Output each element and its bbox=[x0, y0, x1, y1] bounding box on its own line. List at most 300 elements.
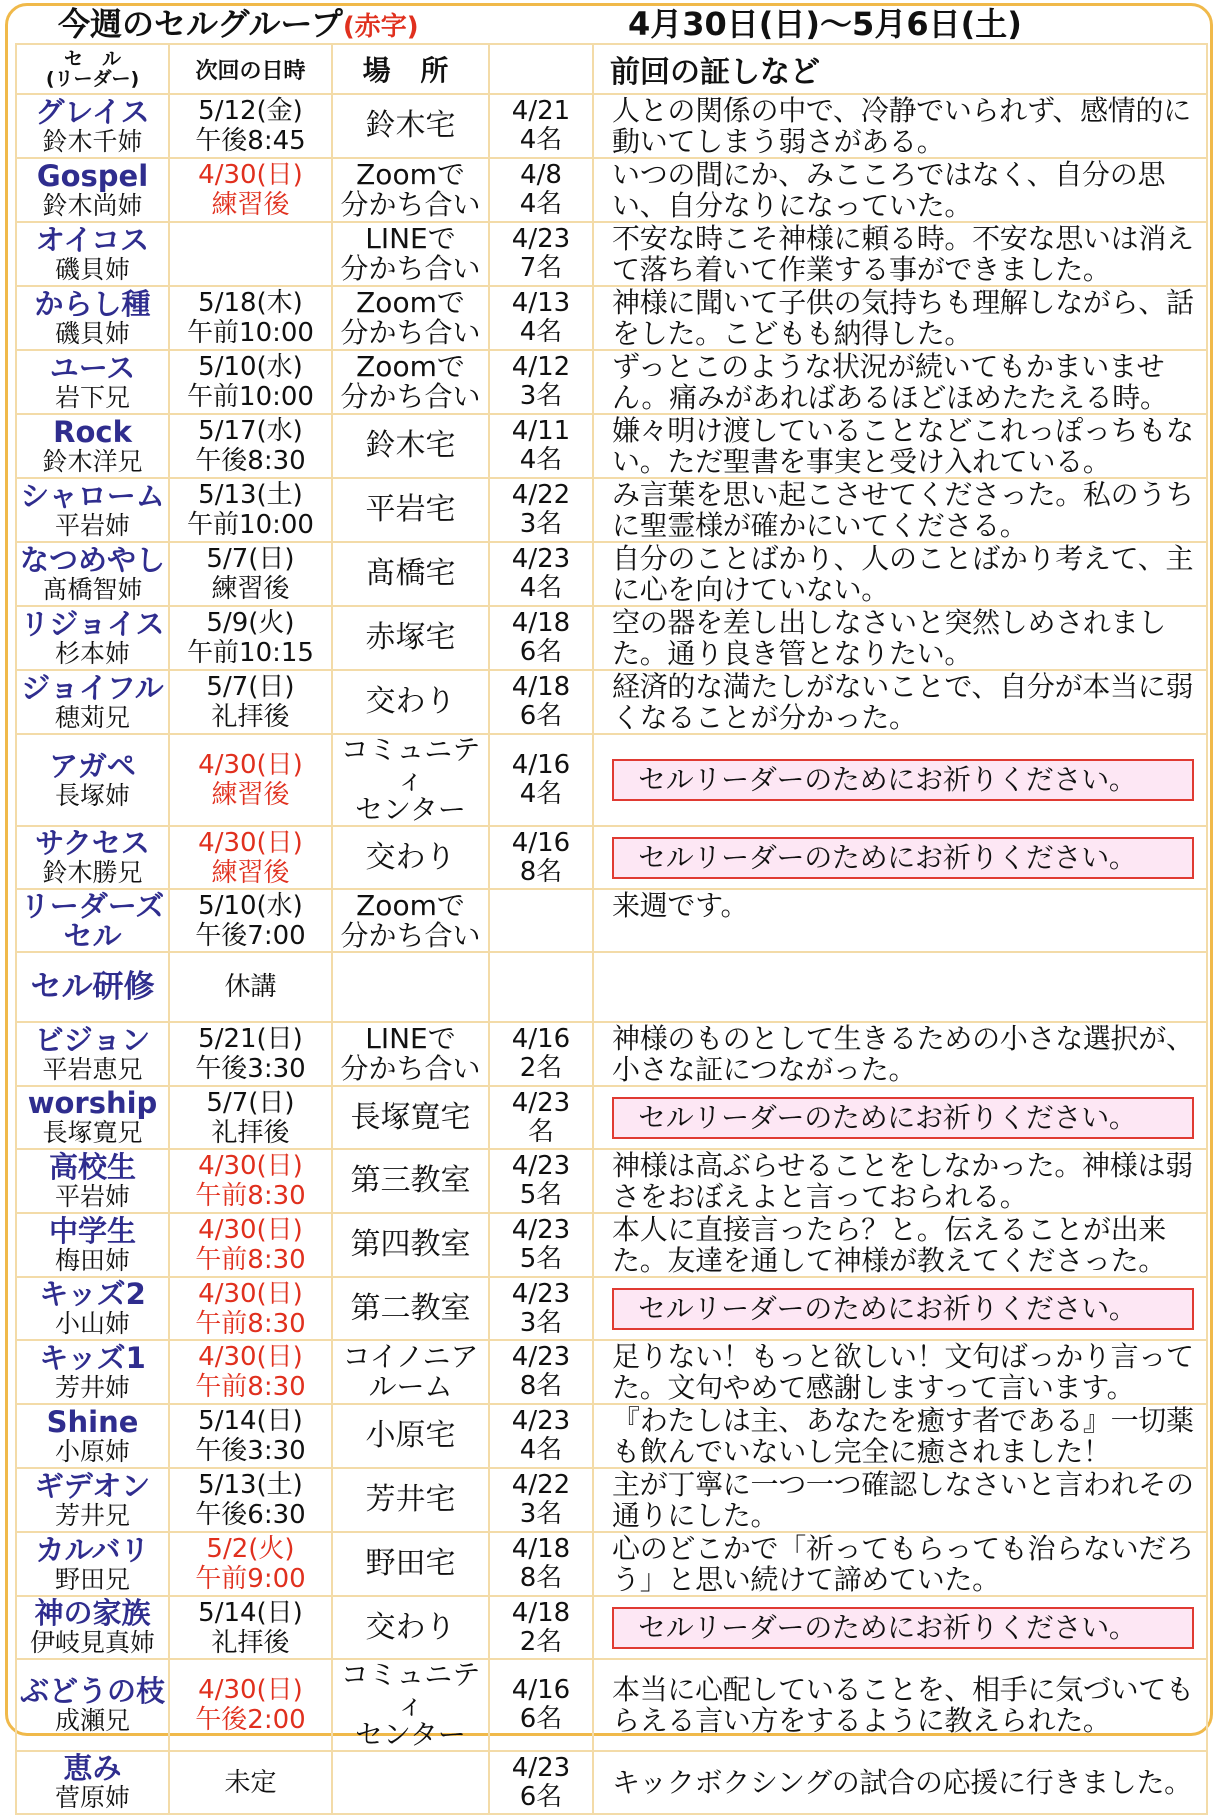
next-date-cell bbox=[169, 158, 332, 222]
next-time: 練習後 bbox=[211, 857, 290, 888]
last-meeting-date: 4/23 bbox=[511, 544, 571, 574]
place-line1: 鈴木宅 bbox=[365, 108, 456, 143]
place-cell bbox=[332, 1340, 489, 1404]
cell-name-cell bbox=[16, 1213, 169, 1277]
testimony-text: 来週です。 bbox=[612, 889, 749, 922]
last-meeting-date: 4/16 bbox=[511, 1675, 571, 1705]
testimony-text: 経済的な満たしがないことで、自分が本当に弱くなることが分かった。 bbox=[612, 670, 1194, 734]
last-meeting-date: 4/22 bbox=[511, 1470, 571, 1500]
next-time: 午前8:30 bbox=[195, 1245, 306, 1275]
next-date: 4/30(日) bbox=[198, 1215, 303, 1245]
attendance-count: 5名 bbox=[519, 1244, 563, 1274]
place-line1: 交わり bbox=[365, 839, 456, 875]
place-line2: 分かち合い bbox=[340, 316, 481, 349]
place-line2: 分かち合い bbox=[340, 380, 481, 413]
place-line1: Zoomで bbox=[356, 286, 465, 319]
last-meeting-date: 4/23 bbox=[511, 1215, 571, 1245]
next-date: 4/30(日) bbox=[198, 1278, 303, 1309]
attendance-count: 6名 bbox=[519, 1704, 563, 1734]
cell-name: リーダーズ bbox=[20, 888, 165, 923]
next-date-cell bbox=[169, 1277, 332, 1340]
table-row bbox=[16, 1277, 1207, 1340]
next-date-cell bbox=[169, 1149, 332, 1213]
attendance-cell bbox=[489, 1277, 593, 1340]
cell-name-cell bbox=[16, 222, 169, 286]
cell-name: worship bbox=[27, 1086, 158, 1120]
cell-leader: 磯貝姉 bbox=[54, 254, 130, 284]
cell-name-cell bbox=[16, 1022, 169, 1086]
attendance-count: 8名 bbox=[519, 856, 563, 887]
attendance-cell bbox=[489, 734, 593, 826]
table-row bbox=[16, 1340, 1207, 1404]
place-line1: コイノニア bbox=[342, 1340, 479, 1373]
table-row bbox=[16, 1213, 1207, 1277]
place-line1: 長塚寛宅 bbox=[350, 1099, 471, 1135]
cell-leader: 髙橋智姉 bbox=[42, 574, 143, 604]
place-line1: 髙橋宅 bbox=[365, 556, 456, 591]
cell-leader: 平岩姉 bbox=[54, 510, 130, 540]
attendance-cell bbox=[489, 1532, 593, 1596]
cell-name: シャローム bbox=[20, 478, 165, 513]
notes-cell bbox=[593, 222, 1207, 286]
table-row bbox=[16, 222, 1207, 286]
cell-leader: 芳井兄 bbox=[54, 1500, 130, 1530]
place-line1: 第三教室 bbox=[350, 1163, 471, 1198]
table-row bbox=[16, 1022, 1207, 1086]
next-date: 4/30(日) bbox=[198, 160, 303, 190]
place-line1: 交わり bbox=[365, 1609, 456, 1645]
schedule-sheet bbox=[5, 3, 1213, 1812]
testimony-text: 主が丁寧に一つ一つ確認しなさいと言われその通りにした。 bbox=[612, 1468, 1194, 1532]
cell-name-cell bbox=[16, 826, 169, 889]
table-row bbox=[16, 286, 1207, 350]
cell-name: Gospel bbox=[36, 158, 149, 193]
attendance-count: 4名 bbox=[519, 445, 563, 475]
table-row bbox=[16, 350, 1207, 414]
table-header-row bbox=[16, 44, 1207, 94]
notes-cell bbox=[593, 889, 1207, 952]
place-cell bbox=[332, 350, 489, 414]
next-time: 午前8:30 bbox=[195, 1181, 306, 1211]
cell-name: なつめやし bbox=[19, 542, 165, 577]
title-text: 今週のセルグループ bbox=[58, 5, 343, 43]
table-row bbox=[16, 1751, 1207, 1814]
place-cell bbox=[332, 1404, 489, 1468]
cell-leader: 小原姉 bbox=[54, 1436, 130, 1466]
last-meeting-date: 4/16 bbox=[511, 827, 571, 858]
prayer-request-box: セルリーダーのためにお祈りください。 bbox=[612, 1607, 1194, 1649]
place-line1: コミュニティ bbox=[340, 1658, 481, 1721]
testimony-text: 心のどこかで「祈ってもらっても治らないだろう」と思い続けて諦めていた。 bbox=[612, 1532, 1194, 1596]
last-meeting-date: 4/23 bbox=[511, 1752, 571, 1783]
notes-cell bbox=[593, 1277, 1207, 1340]
place-cell bbox=[332, 542, 489, 606]
place-cell bbox=[332, 286, 489, 350]
testimony-text: 『わたしは主、あなたを癒す者である』一切薬も飲んでいないし完全に癒されました！ bbox=[612, 1404, 1194, 1468]
cell-name: ユース bbox=[49, 350, 136, 385]
attendance-cell bbox=[489, 606, 593, 670]
testimony-text: 嫌々明け渡していることなどこれっぽっちもない。ただ聖書を事実と受け入れている。 bbox=[612, 414, 1194, 478]
place-cell bbox=[332, 889, 489, 952]
next-date-cell bbox=[169, 1022, 332, 1086]
notes-cell bbox=[593, 1404, 1207, 1468]
last-meeting-date: 4/16 bbox=[511, 750, 571, 780]
cell-leader: 鈴木千姉 bbox=[42, 126, 143, 156]
cell-name-cell bbox=[16, 606, 169, 670]
place-cell bbox=[332, 1213, 489, 1277]
testimony-text: 神様に聞いて子供の気持ちも理解しながら、話をした。こどもも納得した。 bbox=[612, 286, 1194, 350]
attendance-cell bbox=[489, 414, 593, 478]
attendance-cell bbox=[489, 670, 593, 734]
place-line2: センター bbox=[355, 1718, 466, 1751]
cell-leader: セル bbox=[63, 918, 122, 953]
last-meeting-date: 4/21 bbox=[511, 96, 571, 126]
next-date: 5/18(木) bbox=[198, 288, 303, 318]
cell-name: Shine bbox=[46, 1404, 139, 1439]
table-row bbox=[16, 1404, 1207, 1468]
next-date-cell bbox=[169, 542, 332, 606]
attendance-count: 6名 bbox=[519, 1781, 563, 1812]
next-date-cell bbox=[169, 826, 332, 889]
place-cell bbox=[332, 158, 489, 222]
next-time: 午後3:30 bbox=[195, 1436, 306, 1466]
attendance-count: 4名 bbox=[519, 573, 563, 603]
next-date-cell bbox=[169, 670, 332, 734]
last-meeting-date: 4/12 bbox=[511, 352, 571, 382]
place-line1: 野田宅 bbox=[365, 1546, 456, 1581]
next-date-cell bbox=[169, 1086, 332, 1149]
cell-name: アガペ bbox=[49, 748, 136, 783]
testimony-text: 自分のことばかり、人のことばかり考えて、主に心を向けていない。 bbox=[612, 542, 1194, 606]
place-line2: 分かち合い bbox=[340, 252, 481, 285]
next-date-cell bbox=[169, 889, 332, 952]
next-time: 練習後 bbox=[211, 190, 290, 220]
column-header-place: 場 所 bbox=[332, 44, 489, 94]
place-cell bbox=[332, 1532, 489, 1596]
last-meeting-date: 4/23 bbox=[511, 224, 571, 254]
page-title bbox=[58, 6, 419, 45]
cell-name: オイコス bbox=[35, 222, 150, 257]
place-cell bbox=[332, 1468, 489, 1532]
attendance-count: 3名 bbox=[519, 381, 563, 411]
cell-name: ジョイフル bbox=[21, 670, 164, 705]
next-time: 午後3:30 bbox=[195, 1054, 306, 1084]
attendance-count: 4名 bbox=[519, 317, 563, 347]
table-row bbox=[16, 670, 1207, 734]
notes-cell bbox=[593, 734, 1207, 826]
last-meeting-date: 4/23 bbox=[511, 1406, 571, 1436]
last-meeting-date: 4/11 bbox=[511, 416, 571, 446]
table-row bbox=[16, 1659, 1207, 1751]
notes-cell bbox=[593, 1659, 1207, 1751]
next-date-cell bbox=[169, 1751, 332, 1814]
prayer-request-box: セルリーダーのためにお祈りください。 bbox=[612, 1288, 1194, 1330]
next-date: 5/12(金) bbox=[198, 96, 303, 126]
table-row bbox=[16, 952, 1207, 1022]
place-line1: 赤塚宅 bbox=[365, 620, 456, 655]
testimony-text: 神様のものとして生きるための小さな選択が、小さな証につながった。 bbox=[612, 1022, 1194, 1086]
place-line2: センター bbox=[355, 793, 466, 826]
place-line2: 分かち合い bbox=[340, 1052, 481, 1085]
next-date: 5/9(火) bbox=[206, 608, 295, 638]
attendance-count: 7名 bbox=[519, 253, 563, 283]
cell-name: 中学生 bbox=[48, 1213, 136, 1248]
place-cell bbox=[332, 1659, 489, 1751]
testimony-text: ずっとこのような状況が続いてもかまいません。痛みがあればあるほどほめたたえる時。 bbox=[612, 350, 1168, 414]
cell-name-cell bbox=[16, 286, 169, 350]
next-time: 練習後 bbox=[211, 574, 290, 604]
table-body bbox=[16, 94, 1207, 1814]
prayer-request-box: セルリーダーのためにお祈りください。 bbox=[612, 759, 1194, 801]
next-date-cell bbox=[169, 734, 332, 826]
attendance-cell bbox=[489, 478, 593, 542]
cell-name: キッズ2 bbox=[39, 1277, 146, 1311]
cell-name: セル研修 bbox=[30, 968, 155, 1005]
next-time: 午前9:00 bbox=[195, 1564, 306, 1594]
cell-leader: 磯貝姉 bbox=[54, 318, 130, 348]
attendance-cell bbox=[489, 286, 593, 350]
place-cell bbox=[332, 952, 489, 1022]
notes-cell bbox=[593, 158, 1207, 222]
attendance-cell bbox=[489, 1659, 593, 1751]
next-date: 4/30(日) bbox=[198, 1675, 303, 1705]
cell-leader: 平岩姉 bbox=[54, 1181, 130, 1211]
cell-name-cell bbox=[16, 1751, 169, 1814]
attendance-count: 8名 bbox=[519, 1563, 563, 1593]
cell-leader: 成瀬兄 bbox=[54, 1705, 130, 1735]
table-row bbox=[16, 158, 1207, 222]
notes-cell bbox=[593, 1532, 1207, 1596]
next-time: 礼拝後 bbox=[211, 1117, 290, 1148]
attendance-cell bbox=[489, 1086, 593, 1149]
testimony-text: 本当に心配していることを、相手に気づいてもらえる言い方をするように教えられた。 bbox=[612, 1673, 1194, 1737]
testimony-text: 神様は高ぶらせることをしなかった。神様は弱さをおぼえよと言っておられる。 bbox=[612, 1149, 1193, 1213]
attendance-count: 4名 bbox=[519, 1435, 563, 1465]
attendance-cell bbox=[489, 542, 593, 606]
place-cell bbox=[332, 1751, 489, 1814]
last-meeting-date: 4/23 bbox=[511, 1342, 571, 1372]
place-line2: 分かち合い bbox=[340, 188, 481, 221]
place-cell bbox=[332, 1277, 489, 1340]
place-cell bbox=[332, 734, 489, 826]
next-date: 4/30(日) bbox=[198, 750, 303, 780]
last-meeting-date: 4/8 bbox=[520, 160, 562, 190]
next-date: 4/30(日) bbox=[198, 1151, 303, 1181]
cell-name-cell bbox=[16, 350, 169, 414]
attendance-cell bbox=[489, 1404, 593, 1468]
last-meeting-date: 4/18 bbox=[511, 608, 571, 638]
place-cell bbox=[332, 606, 489, 670]
table-row bbox=[16, 1149, 1207, 1213]
cell-name-cell bbox=[16, 414, 169, 478]
next-date-cell bbox=[169, 1213, 332, 1277]
notes-cell bbox=[593, 1086, 1207, 1149]
attendance-cell bbox=[489, 1149, 593, 1213]
next-date: 4/30(日) bbox=[198, 827, 303, 858]
table-row bbox=[16, 1086, 1207, 1149]
notes-cell bbox=[593, 826, 1207, 889]
attendance-count: 2名 bbox=[519, 1626, 563, 1657]
next-date-cell bbox=[169, 414, 332, 478]
attendance-cell bbox=[489, 222, 593, 286]
last-meeting-date: 4/23 bbox=[511, 1151, 571, 1181]
attendance-cell bbox=[489, 1751, 593, 1814]
table-row bbox=[16, 94, 1207, 158]
cell-leader: 平岩恵兄 bbox=[42, 1054, 143, 1084]
place-cell bbox=[332, 414, 489, 478]
cell-leader: 梅田姉 bbox=[54, 1245, 130, 1275]
cell-leader: 杉本姉 bbox=[54, 638, 130, 668]
testimony-text: キックボクシングの試合の応援に行きました。 bbox=[612, 1766, 1192, 1799]
cell-name-cell bbox=[16, 734, 169, 826]
attendance-count: 3名 bbox=[519, 509, 563, 539]
cell-name: 恵み bbox=[63, 1751, 122, 1785]
cell-leader: 長塚姉 bbox=[54, 780, 130, 810]
table-row bbox=[16, 826, 1207, 889]
next-date: 5/21(日) bbox=[198, 1024, 303, 1054]
attendance-count: 5名 bbox=[519, 1180, 563, 1210]
next-time: 午後8:45 bbox=[195, 126, 306, 156]
next-date-cell bbox=[169, 94, 332, 158]
place-line1: コミュニティ bbox=[340, 733, 481, 796]
cell-name-cell bbox=[16, 1659, 169, 1751]
next-time: 午後8:30 bbox=[195, 446, 306, 476]
cell-name-cell bbox=[16, 889, 169, 952]
place-line2: ルーム bbox=[368, 1370, 453, 1403]
cell-name-cell bbox=[16, 1468, 169, 1532]
next-time: 午前10:00 bbox=[187, 510, 314, 540]
attendance-cell bbox=[489, 94, 593, 158]
notes-cell bbox=[593, 1022, 1207, 1086]
next-date-cell bbox=[169, 952, 332, 1022]
cell-name: リジョイス bbox=[20, 606, 165, 641]
next-date: 5/17(水) bbox=[198, 416, 303, 446]
attendance-count: 4名 bbox=[519, 189, 563, 219]
cell-name: グレイス bbox=[35, 94, 150, 129]
testimony-text: 本人に直接言ったら？と。伝えることが出来た。友達を通して神様が教えてくださった。 bbox=[612, 1213, 1167, 1277]
place-line1: 鈴木宅 bbox=[365, 428, 456, 463]
notes-cell bbox=[593, 1751, 1207, 1814]
next-date: 5/13(土) bbox=[198, 480, 303, 510]
cell-name: 高校生 bbox=[48, 1149, 136, 1184]
cell-name: 神の家族 bbox=[34, 1596, 151, 1630]
column-header-cell: セ ル (リーダー) bbox=[16, 44, 169, 94]
attendance-count: 2名 bbox=[519, 1053, 563, 1083]
table-row bbox=[16, 478, 1207, 542]
place-line1: LINEで bbox=[365, 222, 456, 255]
notes-cell bbox=[593, 1596, 1207, 1659]
notes-cell bbox=[593, 952, 1207, 1022]
cell-name-cell bbox=[16, 1532, 169, 1596]
cell-name-cell bbox=[16, 542, 169, 606]
next-date: 5/10(水) bbox=[198, 352, 303, 382]
place-line1: LINEで bbox=[365, 1022, 456, 1055]
next-time: 午後2:00 bbox=[195, 1705, 306, 1735]
place-cell bbox=[332, 1022, 489, 1086]
last-meeting-date: 4/18 bbox=[511, 1597, 571, 1628]
next-date-cell bbox=[169, 1468, 332, 1532]
cell-name-cell bbox=[16, 952, 169, 1022]
next-time: 礼拝後 bbox=[211, 702, 290, 732]
place-cell bbox=[332, 670, 489, 734]
cell-schedule-table bbox=[15, 43, 1208, 1815]
last-meeting-date: 4/18 bbox=[511, 1534, 571, 1564]
attendance-cell bbox=[489, 350, 593, 414]
cell-leader: 岩下兄 bbox=[54, 382, 130, 412]
next-date: 5/7(日) bbox=[206, 544, 295, 574]
attendance-count: 3名 bbox=[519, 1499, 563, 1529]
table-row bbox=[16, 889, 1207, 952]
attendance-cell bbox=[489, 952, 593, 1022]
table-row bbox=[16, 1468, 1207, 1532]
next-date-cell bbox=[169, 1404, 332, 1468]
next-date: 5/7(日) bbox=[206, 672, 295, 702]
testimony-text: 空の器を差し出しなさいと突然しめされました。通り良き管となりたい。 bbox=[612, 606, 1167, 670]
cell-name-cell bbox=[16, 158, 169, 222]
table-row bbox=[16, 734, 1207, 826]
table-row bbox=[16, 1596, 1207, 1659]
notes-cell bbox=[593, 606, 1207, 670]
date-range: 4月30日(日)〜5月6日(土) bbox=[628, 5, 1022, 43]
cell-name-cell bbox=[16, 1086, 169, 1149]
cell-name: ギデオン bbox=[34, 1468, 151, 1503]
column-header-notes: 前回の証しなど bbox=[593, 44, 1207, 94]
place-line1: 小原宅 bbox=[365, 1418, 456, 1453]
notes-cell bbox=[593, 670, 1207, 734]
cell-name: サクセス bbox=[35, 826, 150, 860]
place-line1: 第二教室 bbox=[350, 1290, 471, 1326]
next-time: 練習後 bbox=[211, 780, 290, 810]
cell-leader: 穂苅兄 bbox=[54, 702, 130, 732]
next-time: 礼拝後 bbox=[211, 1627, 290, 1658]
last-meeting-date: 4/16 bbox=[511, 1024, 571, 1054]
notes-cell bbox=[593, 414, 1207, 478]
place-line1: 交わり bbox=[365, 684, 456, 719]
place-cell bbox=[332, 1149, 489, 1213]
prayer-request-box: セルリーダーのためにお祈りください。 bbox=[612, 1097, 1194, 1139]
cell-name: Rock bbox=[53, 414, 132, 449]
next-time: 午前10:00 bbox=[187, 318, 314, 348]
cell-name-cell bbox=[16, 1149, 169, 1213]
next-date-cell bbox=[169, 1659, 332, 1751]
table-row bbox=[16, 542, 1207, 606]
next-date: 5/14(日) bbox=[198, 1597, 303, 1628]
cell-leader: 芳井姉 bbox=[54, 1372, 130, 1402]
attendance-count: 4名 bbox=[519, 779, 563, 809]
next-date: 未定 bbox=[224, 1767, 277, 1798]
testimony-text: いつの間にか、みこころではなく、自分の思い、自分なりになっていた。 bbox=[612, 158, 1166, 222]
cell-name: カルバリ bbox=[35, 1532, 150, 1567]
cell-name-cell bbox=[16, 478, 169, 542]
attendance-count: 3名 bbox=[519, 1307, 563, 1338]
next-date: 5/10(水) bbox=[198, 890, 303, 921]
next-date-cell bbox=[169, 606, 332, 670]
last-meeting-date: 4/13 bbox=[511, 288, 571, 318]
cell-leader: 鈴木勝兄 bbox=[42, 858, 143, 887]
cell-name: キッズ1 bbox=[39, 1340, 146, 1375]
place-line1: Zoomで bbox=[356, 350, 465, 383]
notes-cell bbox=[593, 94, 1207, 158]
notes-cell bbox=[593, 350, 1207, 414]
place-cell bbox=[332, 478, 489, 542]
cell-name: ぶどうの枝 bbox=[19, 1673, 165, 1708]
cell-leader: 鈴木尚姉 bbox=[42, 190, 143, 220]
testimony-text: み言葉を思い起こさせてくださった。私のうちに聖霊様が確かにいてくださる。 bbox=[612, 478, 1194, 542]
notes-cell bbox=[593, 1213, 1207, 1277]
last-meeting-date: 4/23 bbox=[511, 1278, 571, 1309]
column-header-next-date: 次回の日時 bbox=[169, 44, 332, 94]
attendance-cell bbox=[489, 1022, 593, 1086]
